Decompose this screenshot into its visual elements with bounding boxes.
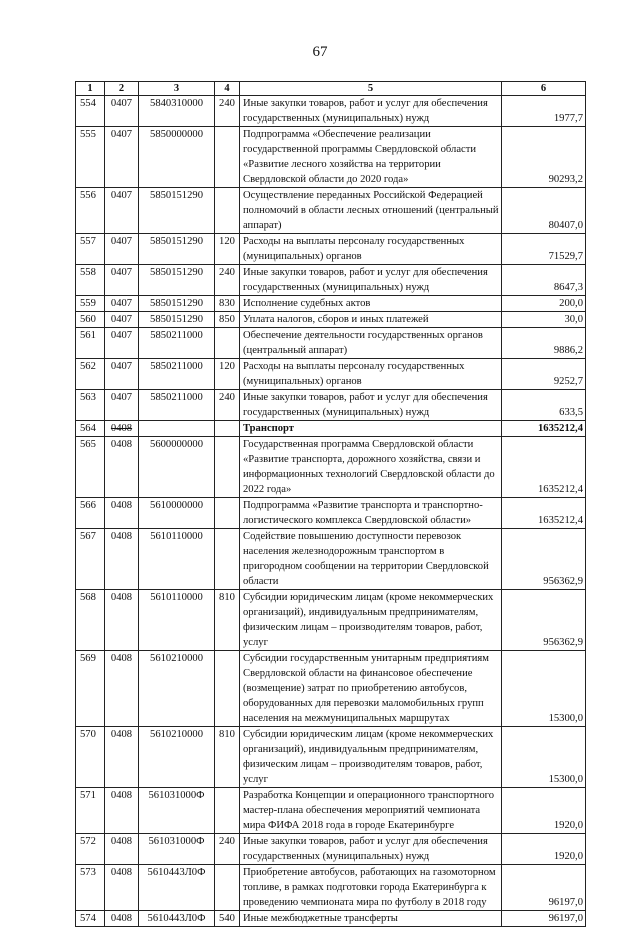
table-row [76, 234, 586, 265]
table-row [76, 96, 586, 127]
amount-cell: 956362,9 [502, 529, 586, 590]
page-number: 67 [312, 44, 328, 60]
expense-name-cell: Иные закупки товаров, работ и услуг для обеспечения государственных (муниципальных) нужд [240, 834, 502, 865]
expense-type-cell [215, 437, 240, 498]
table-row [76, 865, 586, 911]
expense-name-cell: Расходы на выплаты персоналу государственных (муниципальных) органов [240, 359, 502, 390]
table-row [76, 437, 586, 498]
target-article-cell: 5610210000 [139, 727, 215, 788]
expense-name-cell: Иные межбюджетные трансферты [240, 911, 502, 927]
row-number-cell: 558 [76, 265, 105, 296]
expense-type-cell: 240 [215, 390, 240, 421]
amount-cell: 15300,0 [502, 727, 586, 788]
expense-type-cell: 830 [215, 296, 240, 312]
row-number-cell: 573 [76, 865, 105, 911]
expense-name-cell: Государственная программа Свердловской области «Развитие транспорта, дорожного хозяйства, связи и информационных технологий Свердловской области до 2022 года» [240, 437, 502, 498]
row-number-cell: 569 [76, 651, 105, 727]
expense-name-cell: Иные закупки товаров, работ и услуг для обеспечения государственных (муниципальных) нужд [240, 265, 502, 296]
section-code-cell: 0407 [105, 265, 139, 296]
target-article-cell: 561031000Ф [139, 834, 215, 865]
row-number-cell: 566 [76, 498, 105, 529]
expense-name-cell: Подпрограмма «Развитие транспорта и транспортно-логистического комплекса Свердловской области» [240, 498, 502, 529]
target-article-cell [139, 421, 215, 437]
amount-cell: 96197,0 [502, 911, 586, 927]
expense-name-cell: Транспорт [240, 421, 502, 437]
row-number-cell: 574 [76, 911, 105, 927]
section-code-cell: 0408 [105, 590, 139, 651]
expense-type-cell [215, 651, 240, 727]
section-code-cell: 0407 [105, 359, 139, 390]
expense-type-cell [215, 127, 240, 188]
expense-type-cell [215, 421, 240, 437]
table-row [76, 127, 586, 188]
section-code-cell: 0407 [105, 127, 139, 188]
row-number-cell: 568 [76, 590, 105, 651]
expense-type-cell: 540 [215, 911, 240, 927]
row-number-cell: 565 [76, 437, 105, 498]
amount-cell: 1977,7 [502, 96, 586, 127]
expense-type-cell: 810 [215, 727, 240, 788]
expense-type-cell [215, 188, 240, 234]
row-number-cell: 557 [76, 234, 105, 265]
section-code-cell: 0407 [105, 188, 139, 234]
table-row [76, 911, 586, 927]
table-row [76, 788, 586, 834]
expense-type-cell [215, 498, 240, 529]
table-row [76, 590, 586, 651]
amount-cell: 1920,0 [502, 788, 586, 834]
section-code-cell: 0408 [105, 727, 139, 788]
expense-type-cell: 240 [215, 265, 240, 296]
row-number-cell: 556 [76, 188, 105, 234]
table-header-row [76, 82, 586, 96]
section-code-cell: 0408 [105, 788, 139, 834]
section-code-cell: 0407 [105, 328, 139, 359]
target-article-cell: 5610110000 [139, 590, 215, 651]
table-row [76, 498, 586, 529]
amount-cell: 30,0 [502, 312, 586, 328]
column-header: 4 [215, 82, 240, 96]
expense-name-cell: Субсидии государственным унитарным предприятиям Свердловской области на финансовое обеспечение (возмещение) затрат по приобретению автобусов, оборудованных для перевозки маломобильных групп населения на межмуниципальных маршрутах [240, 651, 502, 727]
target-article-cell: 5850000000 [139, 127, 215, 188]
row-number-cell: 559 [76, 296, 105, 312]
column-header: 6 [502, 82, 586, 96]
expense-type-cell: 240 [215, 96, 240, 127]
table-row [76, 727, 586, 788]
expense-name-cell: Субсидии юридическим лицам (кроме некоммерческих организаций), индивидуальным предпринимателям, физическим лицам – производителям товаров, работ, услуг [240, 590, 502, 651]
expense-type-cell: 120 [215, 359, 240, 390]
amount-cell: 956362,9 [502, 590, 586, 651]
expense-type-cell [215, 529, 240, 590]
table-row [76, 390, 586, 421]
target-article-cell: 5850151290 [139, 265, 215, 296]
expense-type-cell: 810 [215, 590, 240, 651]
amount-cell: 71529,7 [502, 234, 586, 265]
expense-name-cell: Содействие повышению доступности перевозок населения железнодорожным транспортом в пригородном сообщении на территории Свердловской области [240, 529, 502, 590]
table-row [76, 834, 586, 865]
row-number-cell: 561 [76, 328, 105, 359]
row-number-cell: 560 [76, 312, 105, 328]
amount-cell: 8647,3 [502, 265, 586, 296]
section-code-cell: 0408 [105, 529, 139, 590]
target-article-cell: 5850151290 [139, 296, 215, 312]
amount-cell: 1635212,4 [502, 437, 586, 498]
row-number-cell: 564 [76, 421, 105, 437]
column-header: 2 [105, 82, 139, 96]
row-number-cell: 572 [76, 834, 105, 865]
column-header: 5 [240, 82, 502, 96]
row-number-cell: 554 [76, 96, 105, 127]
amount-cell: 200,0 [502, 296, 586, 312]
expense-type-cell: 120 [215, 234, 240, 265]
target-article-cell: 5610000000 [139, 498, 215, 529]
section-code-cell: 0408 [105, 421, 139, 437]
target-article-cell: 5850211000 [139, 328, 215, 359]
row-number-cell: 563 [76, 390, 105, 421]
expense-type-cell [215, 865, 240, 911]
expense-name-cell: Исполнение судебных актов [240, 296, 502, 312]
expense-name-cell: Субсидии юридическим лицам (кроме некоммерческих организаций), индивидуальным предпринимателям, физическим лицам – производителям товаров, работ, услуг [240, 727, 502, 788]
column-header: 3 [139, 82, 215, 96]
expense-name-cell: Подпрограмма «Обеспечение реализации государственной программы Свердловской области «Развитие лесного хозяйства на территории Свердловской области до 2020 года» [240, 127, 502, 188]
amount-cell: 1920,0 [502, 834, 586, 865]
target-article-cell: 5850151290 [139, 312, 215, 328]
amount-cell: 1635212,4 [502, 498, 586, 529]
expense-name-cell: Расходы на выплаты персоналу государственных (муниципальных) органов [240, 234, 502, 265]
amount-cell: 1635212,4 [502, 421, 586, 437]
expense-name-cell: Уплата налогов, сборов и иных платежей [240, 312, 502, 328]
target-article-cell: 5610110000 [139, 529, 215, 590]
expense-type-cell: 240 [215, 834, 240, 865]
table-row [76, 651, 586, 727]
target-article-cell: 5600000000 [139, 437, 215, 498]
target-article-cell: 5850211000 [139, 390, 215, 421]
section-code-cell: 0407 [105, 234, 139, 265]
expense-type-cell [215, 328, 240, 359]
expense-type-cell: 850 [215, 312, 240, 328]
expense-name-cell: Иные закупки товаров, работ и услуг для обеспечения государственных (муниципальных) нужд [240, 96, 502, 127]
target-article-cell: 5850151290 [139, 188, 215, 234]
target-article-cell: 5850151290 [139, 234, 215, 265]
row-number-cell: 570 [76, 727, 105, 788]
table-row [76, 359, 586, 390]
section-code-cell: 0407 [105, 312, 139, 328]
table-row [76, 265, 586, 296]
section-code-cell: 0408 [105, 865, 139, 911]
row-number-cell: 571 [76, 788, 105, 834]
target-article-cell: 5610443Л0Ф [139, 865, 215, 911]
expense-name-cell: Приобретение автобусов, работающих на газомоторном топливе, в рамках подготовки города Екатеринбурга к проведению чемпионата мира по футболу в 2018 году [240, 865, 502, 911]
expense-type-cell [215, 788, 240, 834]
amount-cell: 96197,0 [502, 865, 586, 911]
row-number-cell: 562 [76, 359, 105, 390]
amount-cell: 633,5 [502, 390, 586, 421]
budget-table [75, 81, 586, 927]
amount-cell: 80407,0 [502, 188, 586, 234]
section-code-cell: 0407 [105, 390, 139, 421]
table-row [76, 421, 586, 437]
expense-name-cell: Разработка Концепции и операционного транспортного мастер-плана обеспечения мероприятий чемпионата мира ФИФА 2018 года в городе Екатеринбурге [240, 788, 502, 834]
section-code-cell: 0407 [105, 96, 139, 127]
row-number-cell: 555 [76, 127, 105, 188]
section-code-cell: 0408 [105, 911, 139, 927]
section-code-cell: 0407 [105, 296, 139, 312]
target-article-cell: 5610443Л0Ф [139, 911, 215, 927]
amount-cell: 9886,2 [502, 328, 586, 359]
target-article-cell: 5840310000 [139, 96, 215, 127]
row-number-cell: 567 [76, 529, 105, 590]
table-body [76, 96, 586, 927]
target-article-cell: 561031000Ф [139, 788, 215, 834]
amount-cell: 9252,7 [502, 359, 586, 390]
section-code-cell: 0408 [105, 834, 139, 865]
expense-name-cell: Обеспечение деятельности государственных органов (центральный аппарат) [240, 328, 502, 359]
amount-cell: 15300,0 [502, 651, 586, 727]
table-row [76, 328, 586, 359]
section-code-cell: 0408 [105, 651, 139, 727]
table-row [76, 529, 586, 590]
table-row [76, 188, 586, 234]
section-code-cell: 0408 [105, 437, 139, 498]
table-row [76, 296, 586, 312]
expense-name-cell: Иные закупки товаров, работ и услуг для обеспечения государственных (муниципальных) нужд [240, 390, 502, 421]
table-row [76, 312, 586, 328]
section-code-cell: 0408 [105, 498, 139, 529]
expense-name-cell: Осуществление переданных Российской Федерацией полномочий в области лесных отношений (центральный аппарат) [240, 188, 502, 234]
column-header: 1 [76, 82, 105, 96]
target-article-cell: 5610210000 [139, 651, 215, 727]
target-article-cell: 5850211000 [139, 359, 215, 390]
amount-cell: 90293,2 [502, 127, 586, 188]
